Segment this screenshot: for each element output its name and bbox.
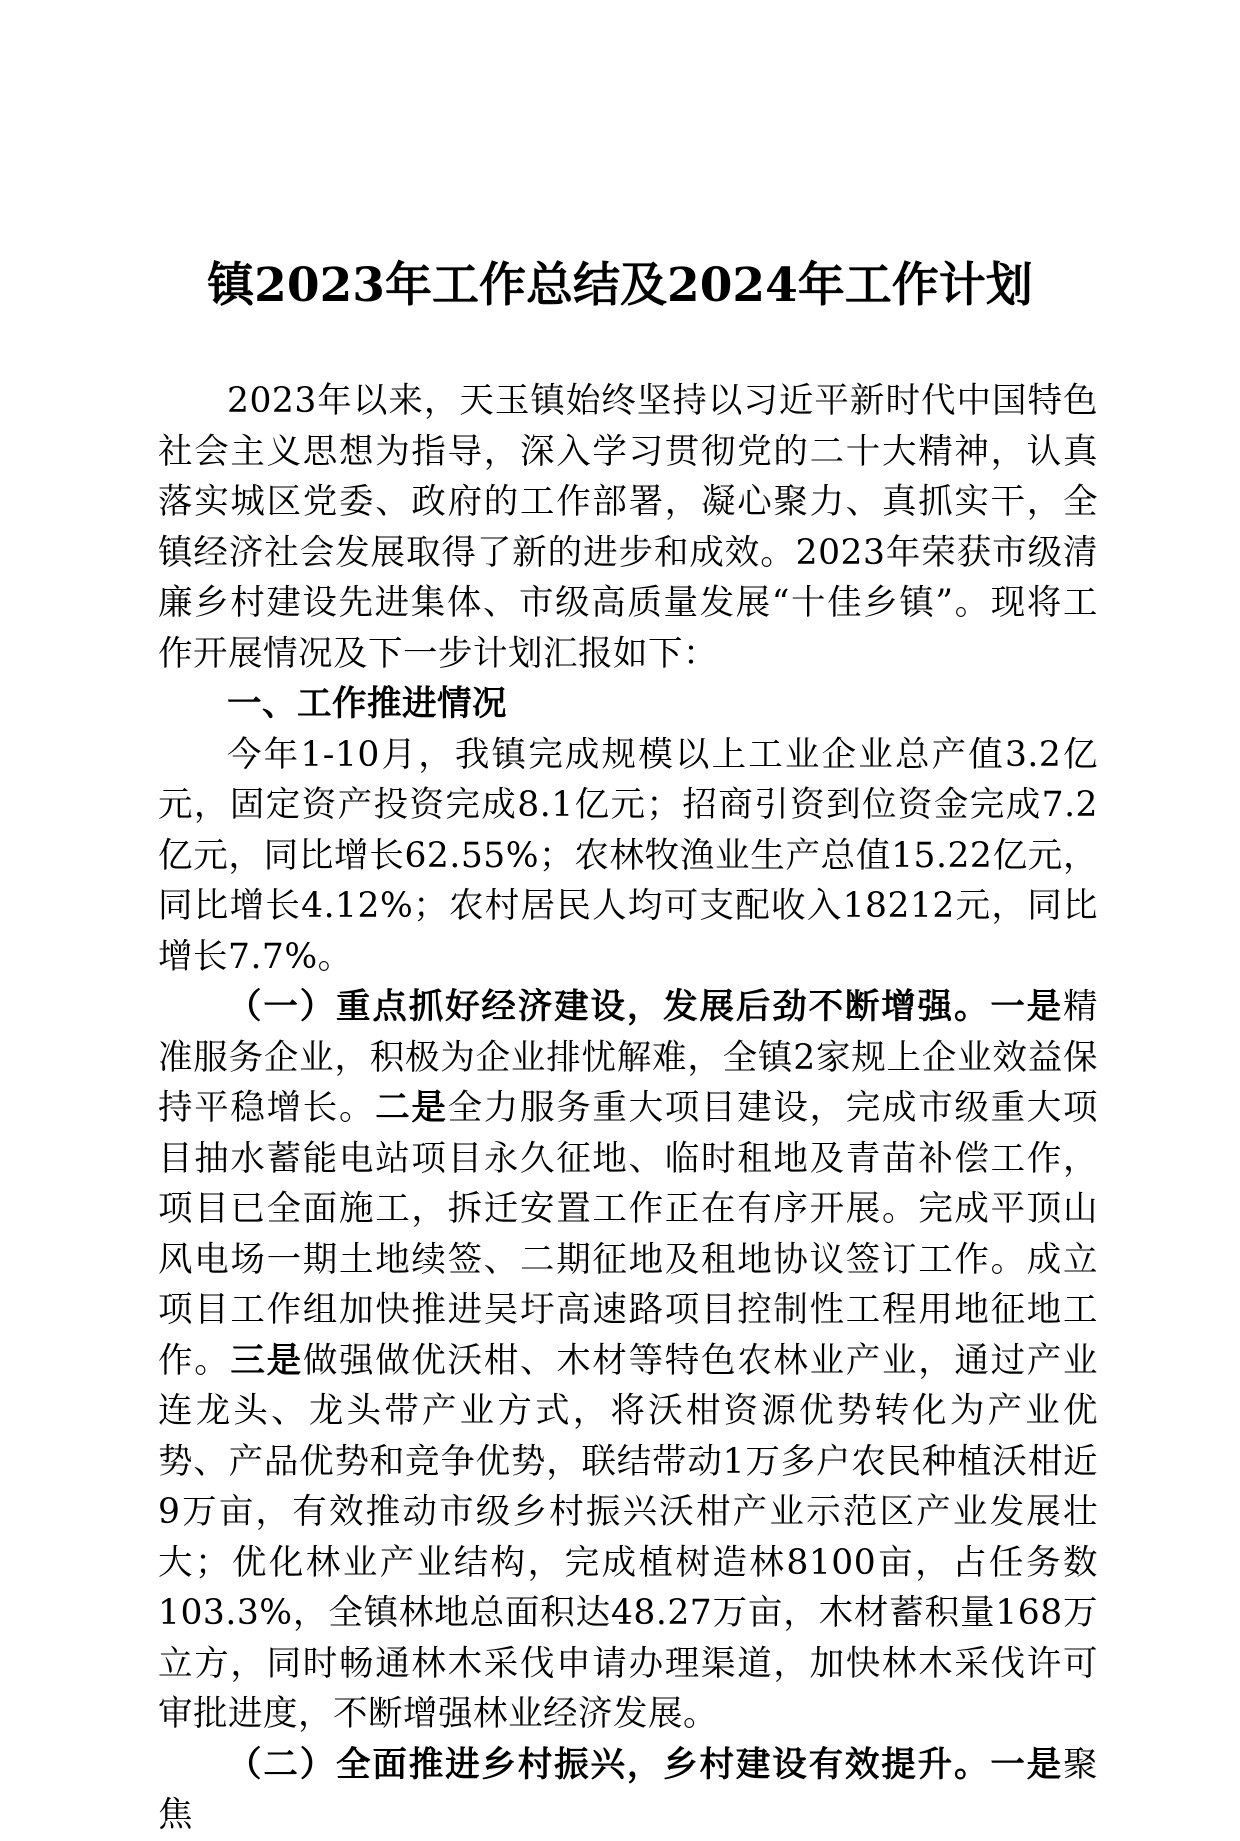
subsection-1-paragraph xyxy=(158,982,1098,1740)
subsection-2-paragraph xyxy=(158,1740,1098,1841)
point-text: 做强做优沃柑、木材等特色农林业产业，通过产业连龙头、龙头带产业方式，将沃柑资源优势转化为产业优势、产品优势和竞争优势，联结带动1万多户农民种植沃柑近9万亩，有效推动市级乡村振兴沃柑产业示范区产业发展壮大；优化林业产业结构，完成植树造林8100亩，占任务数103.3%，全镇林地总面积达48.27万亩，木材蓄积量168万立方，同时畅通林木采伐申请办理渠道，加快林木采伐许可审批进度，不断增强林业经济发展。 xyxy=(158,1340,1099,1734)
point-marker: 一是 xyxy=(990,987,1064,1027)
subsection-1-heading: （一）重点抓好经济建设，发展后劲不断增强。 xyxy=(227,987,991,1027)
section-heading: 一、工作推进情况 xyxy=(227,684,507,724)
subsection-2-heading: （二）全面推进乡村振兴，乡村建设有效提升。 xyxy=(227,1744,991,1785)
point-text: 全力服务重大项目建设，完成市级重大项目抽水蓄能电站项目永久征地、临时租地及青苗补偿工作，项目已全面施工，拆迁安置工作正在有序开展。完成平顶山风电场一期土地续签、二期征地及租地协议签订工作。成立项目工作组加快推进吴圩高速路项目控制性工程用地征地工作。 xyxy=(158,1088,1099,1381)
point-marker: 一是 xyxy=(990,1744,1064,1785)
summary-paragraph: 今年1-10月，我镇完成规模以上工业企业总产值3.2亿元，固定资产投资完成8.1亿元；招商引资到位资金完成7.2亿元，同比增长62.55%；农林牧渔业生产总值15.22亿元，同比增长4.12%；农村居民人均可支配收入18212元，同比增长7.7%。 xyxy=(158,734,1098,977)
document-body xyxy=(158,376,1098,1841)
point-text: 聚焦 xyxy=(158,1744,1099,1835)
point-marker: 二是 xyxy=(375,1088,448,1128)
point-text: 精准服务企业，积极为企业排忧解难，全镇2家规上企业效益保持平稳增长。 xyxy=(158,987,1099,1128)
point-marker: 三是 xyxy=(230,1340,303,1381)
document-title: 镇2023年工作总结及2024年工作计划 xyxy=(207,258,1033,313)
intro-paragraph: 2023年以来，天玉镇始终坚持以习近平新时代中国特色社会主义思想为指导，深入学习贯彻党的二十大精神，认真落实城区党委、政府的工作部署，凝心聚力、真抓实干，全镇经济社会发展取得了新的进步和成效。2023年荣获市级清廉乡村建设先进集体、市级高质量发展“十佳乡镇”。现将工作开展情况及下一步计划汇报如下： xyxy=(158,381,1098,674)
